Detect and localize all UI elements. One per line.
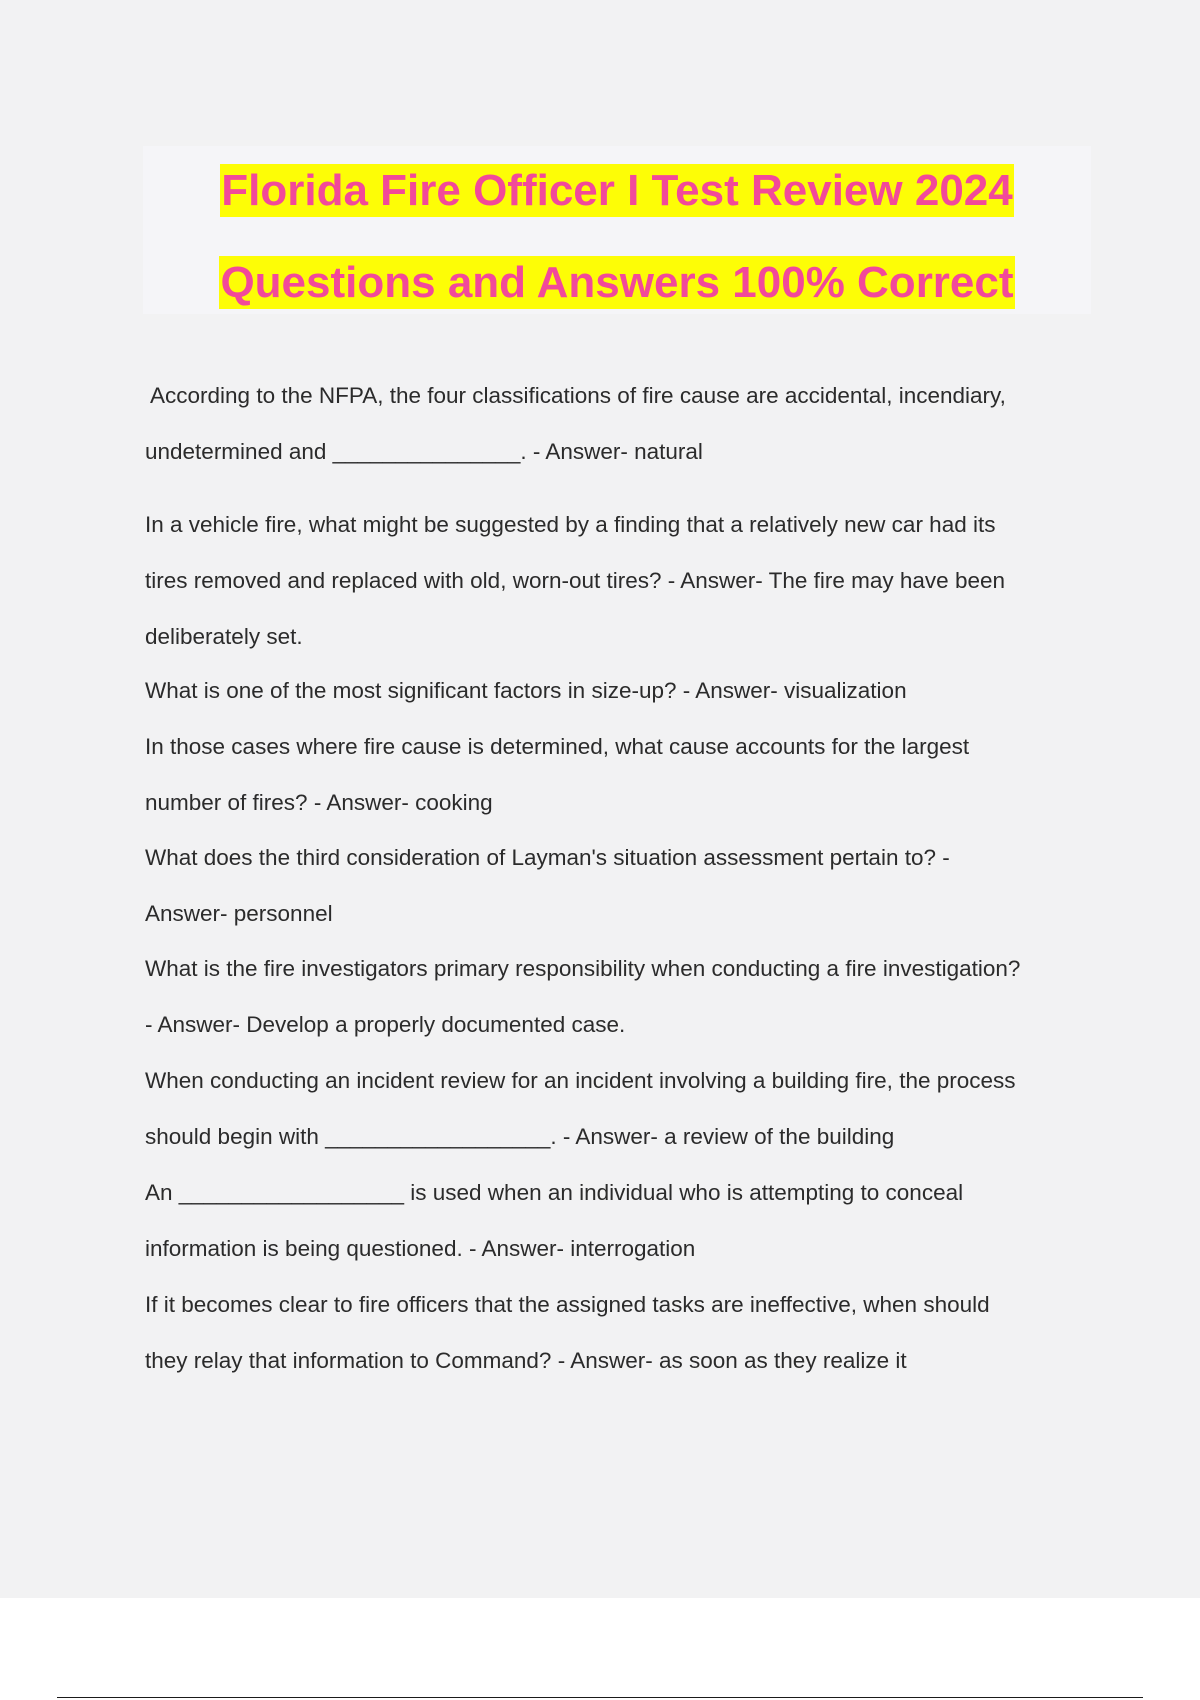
title-line-2-row	[143, 242, 1091, 334]
qa-line: What does the third consideration of Layman's situation assessment pertain to? -	[145, 845, 950, 870]
qa-line: In a vehicle fire, what might be suggested by a finding that a relatively new car had its	[145, 512, 996, 537]
qa-item-1	[145, 368, 1100, 480]
qa-line: When conducting an incident review for an incident involving a building fire, the process	[145, 1068, 1016, 1093]
qa-line: should begin with __________________. - Answer- a review of the building	[145, 1124, 895, 1149]
qa-line: undetermined and _______________. - Answer- natural	[145, 439, 703, 464]
qa-item-4	[145, 719, 1100, 831]
qa-line: What is one of the most significant factors in size-up? - Answer- visualization	[145, 678, 907, 703]
qa-item-6	[145, 941, 1100, 1053]
title-block	[143, 146, 1091, 314]
document-title-line-2: Questions and Answers 100% Correct	[220, 258, 1014, 307]
qa-line: What is the fire investigators primary responsibility when conducting a fire investigation?	[145, 956, 1021, 981]
qa-line: information is being questioned. - Answer- interrogation	[145, 1236, 696, 1261]
qa-item-5	[145, 830, 1100, 942]
qa-line: number of fires? - Answer- cooking	[145, 790, 493, 815]
qa-line: If it becomes clear to fire officers that the assigned tasks are ineffective, when should	[145, 1292, 990, 1317]
qa-item-2	[145, 497, 1100, 665]
qa-item-7	[145, 1053, 1100, 1165]
qa-line: they relay that information to Command? - Answer- as soon as they realize it	[145, 1348, 907, 1373]
qa-item-9	[145, 1277, 1100, 1389]
qa-item-3	[145, 663, 1100, 719]
qa-line: deliberately set.	[145, 624, 303, 649]
qa-line: An __________________ is used when an individual who is attempting to conceal	[145, 1180, 964, 1205]
qa-line: In those cases where fire cause is determined, what cause accounts for the largest	[145, 734, 970, 759]
qa-line: Answer- personnel	[145, 901, 333, 926]
qa-line: tires removed and replaced with old, worn-out tires? - Answer- The fire may have been	[145, 568, 1005, 593]
title-line-1-row	[143, 150, 1091, 242]
document-title-line-1: Florida Fire Officer I Test Review 2024	[221, 166, 1013, 215]
qa-item-8	[145, 1165, 1100, 1277]
footer-divider	[57, 1697, 1143, 1698]
qa-line: - Answer- Develop a properly documented case.	[145, 1012, 626, 1037]
qa-line: According to the NFPA, the four classifications of fire cause are accidental, incendiary,	[145, 383, 1006, 408]
